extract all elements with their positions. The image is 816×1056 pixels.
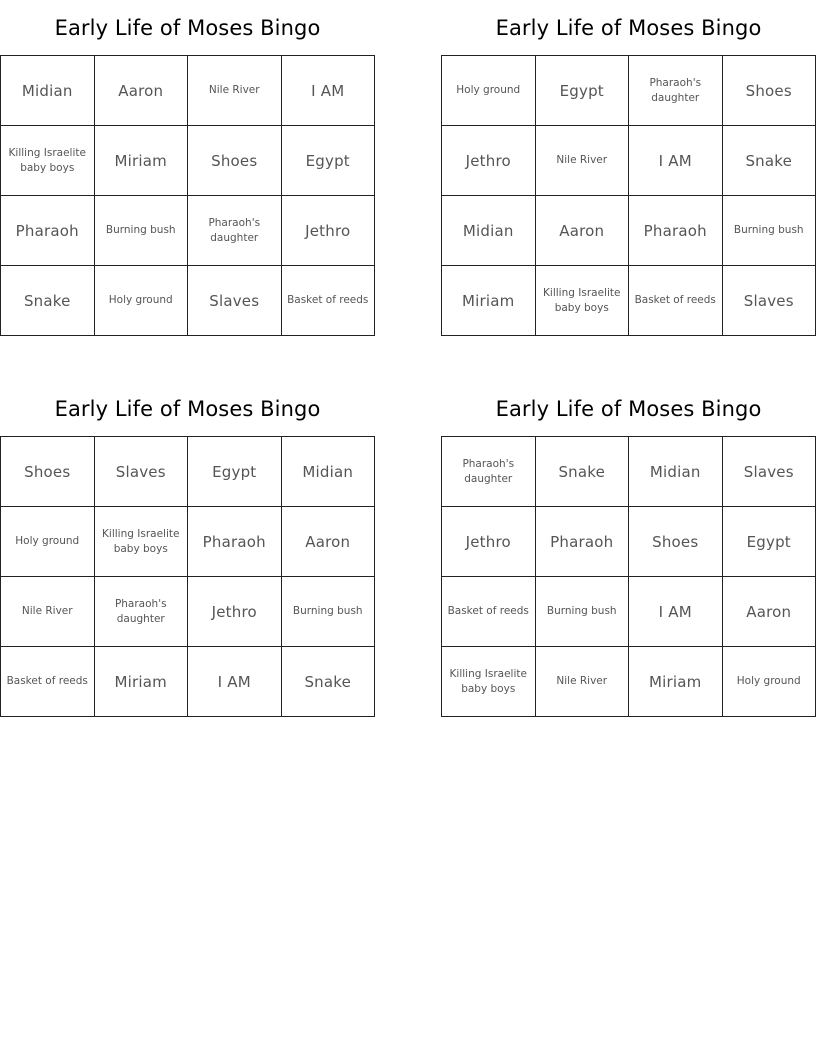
bingo-grid xyxy=(441,436,816,717)
bingo-cell: Egypt xyxy=(536,56,630,126)
card-title: Early Life of Moses Bingo xyxy=(54,16,321,40)
bingo-cell: Snake xyxy=(723,126,816,196)
bingo-cell: Jethro xyxy=(282,196,376,266)
bingo-cell: Basket of reeds xyxy=(629,266,723,336)
bingo-cell: Holy ground xyxy=(723,647,816,717)
bingo-cell: Slaves xyxy=(188,266,282,336)
bingo-cell: Burning bush xyxy=(723,196,816,266)
bingo-grid xyxy=(441,55,816,336)
bingo-cell: Midian xyxy=(629,437,723,507)
bingo-cell: Holy ground xyxy=(1,507,95,577)
bingo-cell: Basket of reeds xyxy=(282,266,376,336)
bingo-cell: Holy ground xyxy=(442,56,536,126)
bingo-grid xyxy=(0,436,375,717)
bingo-cell: Pharaoh's daughter xyxy=(629,56,723,126)
bingo-cell: Pharaoh xyxy=(629,196,723,266)
bingo-cell: Midian xyxy=(442,196,536,266)
bingo-cell: Killing Israelite baby boys xyxy=(1,126,95,196)
bingo-cell: Egypt xyxy=(282,126,376,196)
bingo-cell: Egypt xyxy=(723,507,816,577)
bingo-cell: Burning bush xyxy=(282,577,376,647)
bingo-cell: Miriam xyxy=(629,647,723,717)
bingo-cell: Aaron xyxy=(723,577,816,647)
bingo-cell: Nile River xyxy=(536,647,630,717)
bingo-cell: Burning bush xyxy=(536,577,630,647)
bingo-cell: Nile River xyxy=(536,126,630,196)
bingo-card-3 xyxy=(0,381,375,717)
card-title: Early Life of Moses Bingo xyxy=(54,397,321,421)
card-title: Early Life of Moses Bingo xyxy=(495,16,762,40)
bingo-cell: I AM xyxy=(188,647,282,717)
bingo-cell: Aaron xyxy=(95,56,189,126)
bingo-cell: Pharaoh xyxy=(1,196,95,266)
bingo-cell: Basket of reeds xyxy=(1,647,95,717)
bingo-cell: Snake xyxy=(536,437,630,507)
bingo-cell: Killing Israelite baby boys xyxy=(536,266,630,336)
bingo-cell: Killing Israelite baby boys xyxy=(95,507,189,577)
bingo-cell: Jethro xyxy=(188,577,282,647)
bingo-cell: Slaves xyxy=(95,437,189,507)
bingo-cell: Jethro xyxy=(442,507,536,577)
bingo-cell: Pharaoh xyxy=(536,507,630,577)
bingo-cell: I AM xyxy=(629,126,723,196)
bingo-cell: Shoes xyxy=(629,507,723,577)
bingo-cell: Pharaoh xyxy=(188,507,282,577)
card-title: Early Life of Moses Bingo xyxy=(495,397,762,421)
bingo-cell: Miriam xyxy=(442,266,536,336)
bingo-cell: I AM xyxy=(282,56,376,126)
bingo-cell: Pharaoh's daughter xyxy=(442,437,536,507)
bingo-cell: I AM xyxy=(629,577,723,647)
bingo-cell: Slaves xyxy=(723,437,816,507)
bingo-cell: Miriam xyxy=(95,647,189,717)
bingo-cell: Miriam xyxy=(95,126,189,196)
bingo-cell: Killing Israelite baby boys xyxy=(442,647,536,717)
bingo-cell: Nile River xyxy=(188,56,282,126)
bingo-cell: Snake xyxy=(1,266,95,336)
bingo-cell: Slaves xyxy=(723,266,816,336)
bingo-cell: Snake xyxy=(282,647,376,717)
bingo-cell: Egypt xyxy=(188,437,282,507)
bingo-cell: Shoes xyxy=(723,56,816,126)
bingo-cell: Shoes xyxy=(1,437,95,507)
bingo-cell: Pharaoh's daughter xyxy=(95,577,189,647)
bingo-cell: Jethro xyxy=(442,126,536,196)
bingo-card-1 xyxy=(0,0,375,336)
bingo-cell: Pharaoh's daughter xyxy=(188,196,282,266)
bingo-cell: Shoes xyxy=(188,126,282,196)
bingo-cell: Midian xyxy=(1,56,95,126)
bingo-card-4 xyxy=(441,381,816,717)
bingo-cell: Basket of reeds xyxy=(442,577,536,647)
bingo-cell: Midian xyxy=(282,437,376,507)
bingo-cell: Nile River xyxy=(1,577,95,647)
bingo-card-2 xyxy=(441,0,816,336)
bingo-cell: Aaron xyxy=(282,507,376,577)
bingo-cell: Aaron xyxy=(536,196,630,266)
bingo-cell: Holy ground xyxy=(95,266,189,336)
bingo-grid xyxy=(0,55,375,336)
bingo-cell: Burning bush xyxy=(95,196,189,266)
